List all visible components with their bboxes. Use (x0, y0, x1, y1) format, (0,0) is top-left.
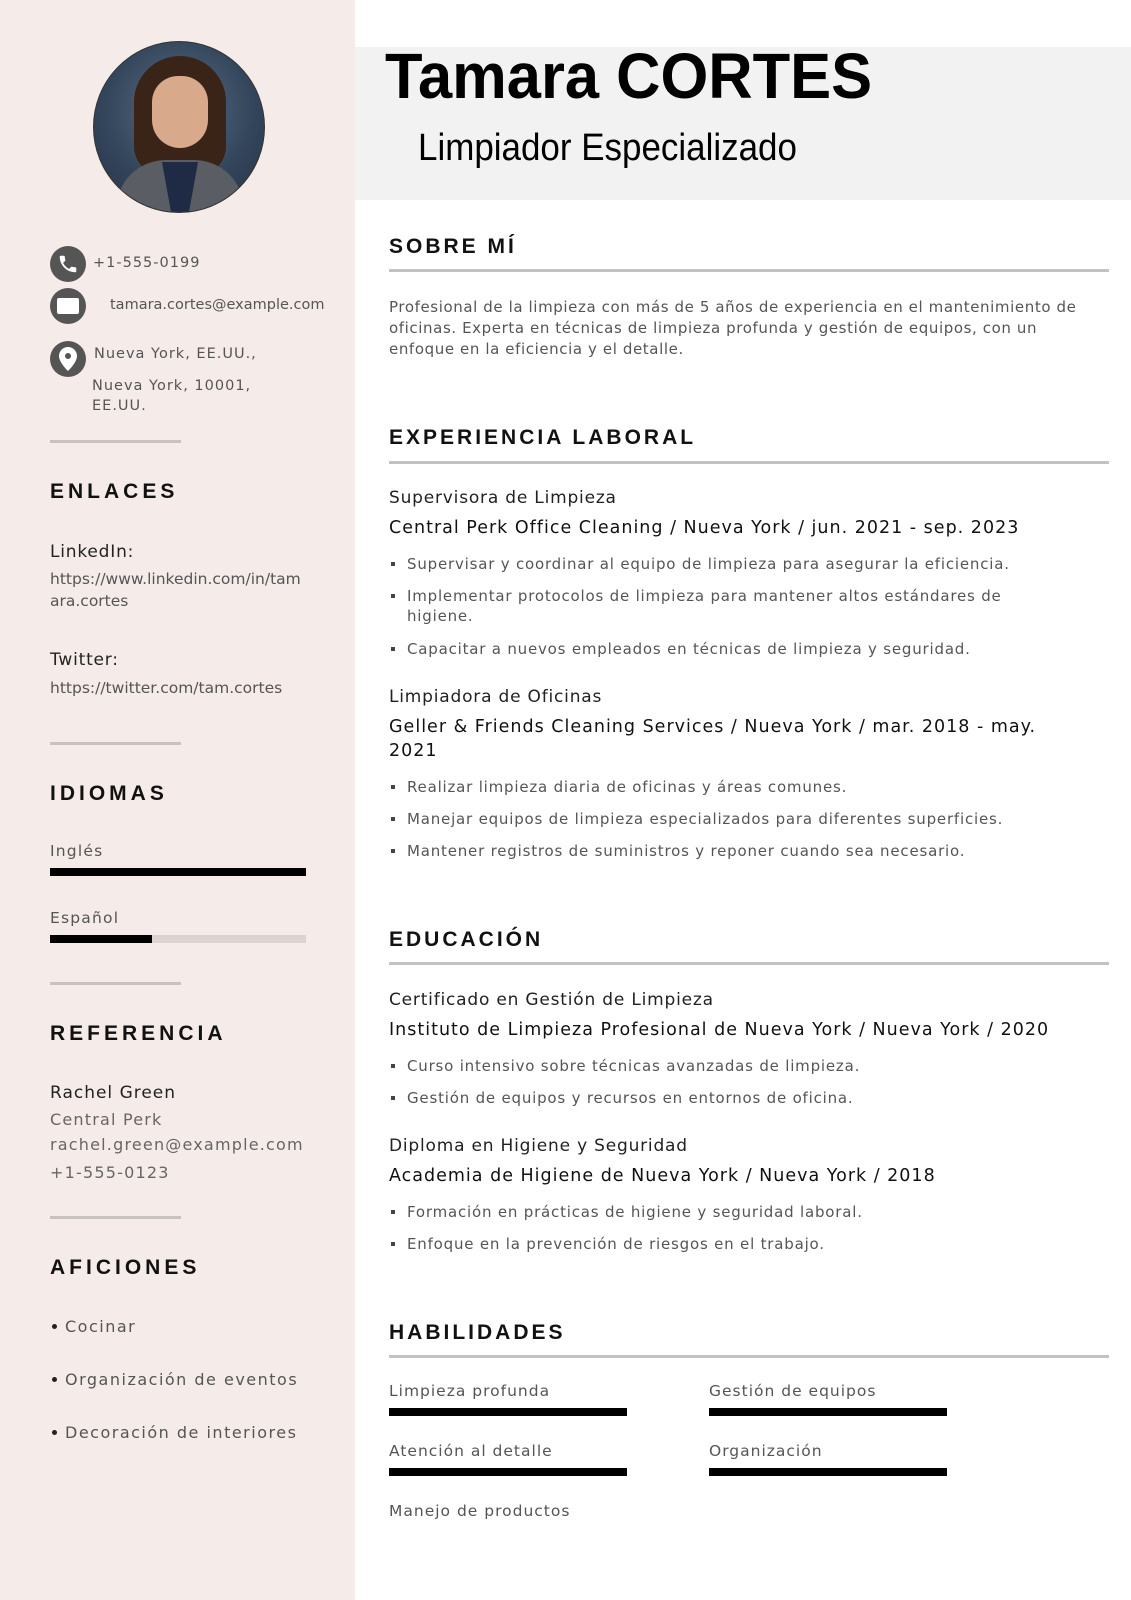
education-details: Instituto de Limpieza Profesional de Nueva York / Nueva York / 2020 (389, 1020, 1050, 1040)
hobby-item (50, 1423, 297, 1442)
job-bullet: Mantener registros de suministros y reponer cuando sea necesario. (389, 841, 1049, 861)
reference-email[interactable]: rachel.green@example.com (50, 1135, 304, 1154)
linkedin-label: LinkedIn: (50, 542, 135, 562)
photo-face (152, 76, 208, 148)
linkedin-link[interactable]: https://www.linkedin.com/in/tamara.cortes (50, 570, 301, 610)
location-pin-icon (50, 341, 86, 377)
language-english-fill (50, 868, 306, 876)
language-english-bar (50, 868, 306, 876)
education-details: Academia de Higiene de Nueva York / Nueva York / 2018 (389, 1166, 936, 1186)
skill-label: Manejo de productos (389, 1502, 571, 1520)
divider (50, 982, 181, 985)
about-text: Profesional de la limpieza con más de 5 años de experiencia en el mantenimiento de oficinas. Experta en técnicas de limpieza profunda y gestión de equipos, con un enfoque en la eficiencia y el detalle. (389, 298, 1077, 358)
full-name: Tamara CORTES (385, 40, 873, 112)
bullet-icon (52, 1430, 57, 1435)
main-content (355, 0, 1131, 1600)
job-role: Supervisora de Limpieza (389, 488, 617, 508)
hobby-item (50, 1370, 298, 1389)
header-band (355, 40, 1131, 200)
education-degree: Diploma en Higiene y Seguridad (389, 1136, 688, 1156)
job-bullet: Supervisar y coordinar al equipo de limpieza para asegurar la eficiencia. (389, 554, 1049, 574)
twitter-label: Twitter: (50, 650, 119, 670)
profile-photo (93, 41, 265, 213)
job-title: Limpiador Especializado (418, 127, 797, 169)
education-bullet: Gestión de equipos y recursos en entornos de oficina. (389, 1088, 1049, 1108)
section-rule (389, 1355, 1109, 1358)
job-details: Geller & Friends Cleaning Services / Nueva York / mar. 2018 - may. 2021 (389, 717, 1037, 761)
education-bullet: Enfoque en la prevención de riesgos en el trabajo. (389, 1234, 1049, 1254)
skill-label: Gestión de equipos (709, 1382, 877, 1400)
phone-text: +1-555-0199 (93, 255, 201, 271)
education-bullet: Formación en prácticas de higiene y seguridad laboral. (389, 1202, 1049, 1222)
skill-bar (389, 1408, 627, 1416)
reference-company: Central Perk (50, 1110, 163, 1129)
address-line-2: Nueva York, 10001, (92, 378, 252, 394)
skill-label: Limpieza profunda (389, 1382, 551, 1400)
skill-label: Atención al detalle (389, 1442, 553, 1460)
job-bullet: Implementar protocolos de limpieza para mantener altos estándares de higiene. (389, 586, 1049, 626)
experience-heading: EXPERIENCIA LABORAL (389, 426, 697, 449)
sidebar (0, 0, 355, 1600)
language-spanish-fill (50, 935, 152, 943)
divider (50, 1216, 181, 1219)
hobby-label: Organización de eventos (65, 1370, 299, 1389)
job-bullet: Realizar limpieza diaria de oficinas y áreas comunes. (389, 777, 1049, 797)
email-icon (50, 288, 86, 324)
job-bullet: Manejar equipos de limpieza especializados para diferentes superficies. (389, 809, 1049, 829)
job-details: Central Perk Office Cleaning / Nueva York / jun. 2021 - sep. 2023 (389, 518, 1020, 538)
contact-email[interactable] (50, 288, 325, 324)
skill-bar (709, 1468, 947, 1476)
hobby-item (50, 1317, 136, 1336)
phone-icon (50, 246, 86, 282)
contact-phone (50, 246, 200, 282)
email-text[interactable]: tamara.cortes@example.com (110, 297, 325, 313)
skill-bar (389, 1468, 627, 1476)
bullet-icon (52, 1377, 57, 1382)
reference-phone: +1-555-0123 (50, 1163, 170, 1182)
hobby-label: Decoración de interiores (65, 1423, 298, 1442)
language-english-label: Inglés (50, 842, 104, 860)
skill-bar (709, 1408, 947, 1416)
job-role: Limpiadora de Oficinas (389, 687, 603, 707)
language-spanish-label: Español (50, 909, 120, 927)
job-bullet: Capacitar a nuevos empleados en técnicas de limpieza y seguridad. (389, 639, 1049, 659)
skills-heading: HABILIDADES (389, 1321, 566, 1344)
education-bullet: Curso intensivo sobre técnicas avanzadas de limpieza. (389, 1056, 1049, 1076)
section-rule (389, 269, 1109, 272)
address-line-1: Nueva York, EE.UU., (94, 346, 257, 362)
education-heading: EDUCACIÓN (389, 928, 544, 951)
languages-heading: IDIOMAS (50, 782, 168, 805)
section-rule (389, 461, 1109, 464)
twitter-link[interactable]: https://twitter.com/tam.cortes (50, 679, 283, 697)
bullet-icon (52, 1324, 57, 1329)
language-spanish-bar (50, 935, 306, 943)
section-rule (389, 962, 1109, 965)
hobby-label: Cocinar (65, 1317, 137, 1336)
divider (50, 440, 181, 443)
about-heading: SOBRE MÍ (389, 235, 517, 258)
contact-address (50, 341, 257, 416)
hobbies-heading: AFICIONES (50, 1256, 201, 1279)
reference-heading: REFERENCIA (50, 1022, 227, 1045)
divider (50, 742, 181, 745)
skill-label: Organización (709, 1442, 823, 1460)
reference-name: Rachel Green (50, 1083, 177, 1103)
links-heading: ENLACES (50, 480, 179, 503)
education-degree: Certificado en Gestión de Limpieza (389, 990, 714, 1010)
address-line-3: EE.UU. (92, 398, 147, 414)
